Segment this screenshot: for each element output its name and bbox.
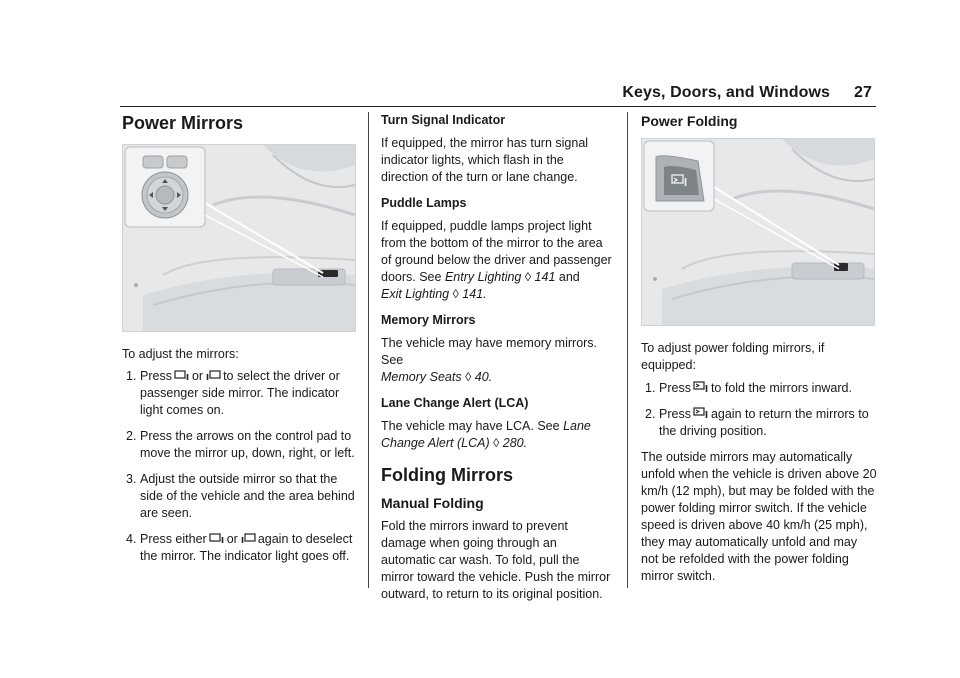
lca-text-body: The vehicle may have LCA. See [381, 419, 560, 433]
step-number: 2. [126, 429, 137, 443]
step-pre: Press [659, 381, 691, 395]
puddle-lamps-heading: Puddle Lamps [381, 196, 467, 210]
power-folding-steps [641, 380, 877, 440]
column-power-folding [641, 112, 877, 585]
fold-mirror-icon [693, 407, 709, 419]
puddle-text: If equipped, puddle lamps project light from the bottom of the mirror to the area of ground below the driver and passenger doors. See [381, 219, 612, 284]
turn-signal-heading: Turn Signal Indicator [381, 113, 506, 127]
lca-heading: Lane Change Alert (LCA) [381, 396, 529, 410]
page-number: 27 [854, 84, 872, 101]
folding-mirrors-title: Folding Mirrors [381, 465, 513, 485]
left-mirror-select-icon [174, 370, 190, 381]
entry-lighting-link[interactable]: Entry Lighting [444, 270, 522, 284]
power-folding-heading: Power Folding [641, 113, 738, 129]
column-power-mirrors [122, 112, 358, 574]
memory-mirrors-text [381, 335, 613, 386]
running-header [622, 84, 872, 102]
ref-arrow-icon: ◊ [465, 370, 472, 384]
step-pre: Press [140, 369, 172, 383]
right-mirror-select-icon [205, 370, 221, 381]
step-text: Adjust the outside mirror so that the side of the vehicle and the area behind are seen. [140, 472, 355, 520]
power-mirrors-title: Power Mirrors [122, 113, 244, 133]
step-text [140, 531, 358, 565]
manual-folding-text: Fold the mirrors inward to prevent damage when going through an automatic car wash. To fold, pull the mirror toward the vehicle. Push the mirror outward, to return to its original position. [381, 519, 611, 601]
column-divider-2 [627, 112, 628, 588]
step-item [645, 380, 877, 397]
step-item [126, 428, 358, 462]
step-number: 1. [645, 381, 656, 395]
step-item [645, 406, 877, 440]
power-folding-paragraph: The outside mirrors may automatically unfold when the vehicle is driven above 20 km/h (12 mph), but may be folded with the power folding mirror switch. If the vehicle speed is driven above 40 km/h (25 mph), they may automatically unfold and may not be refolded with the power folding mirror switch. [641, 450, 877, 583]
step-pre: Press [659, 407, 691, 421]
folding-switch-illustration [641, 138, 875, 326]
left-mirror-select-icon [209, 533, 225, 544]
step-item [126, 531, 358, 565]
step-or: or [191, 369, 204, 383]
memory-text: The vehicle may have memory mirrors. See [381, 336, 598, 367]
lca-page[interactable]: 280. [502, 436, 528, 450]
adjust-intro: To adjust the mirrors: [122, 347, 239, 361]
puddle-and: and [558, 270, 580, 284]
memory-seats-link[interactable]: Memory Seats [381, 370, 462, 384]
step-number: 1. [126, 369, 137, 383]
step-text [140, 368, 358, 419]
turn-signal-text: If equipped, the mirror has turn signal indicator lights, which flash in the direction of the turn or lane change. [381, 136, 589, 184]
right-mirror-select-icon [240, 533, 256, 544]
step-post: to select the driver or passenger side mirror. The indicator light comes on. [140, 369, 340, 417]
step-text [659, 406, 877, 440]
lca-text [381, 418, 613, 452]
adjust-steps [122, 368, 358, 565]
mirror-control-illustration [122, 144, 356, 332]
manual-folding-heading: Manual Folding [381, 495, 484, 511]
ref-arrow-icon: ◊ [452, 287, 459, 301]
column-divider-1 [368, 112, 369, 588]
exit-lighting-page[interactable]: 141. [462, 287, 487, 301]
header-rule [120, 106, 876, 107]
lca-link[interactable]: Lane Change Alert (LCA) [381, 419, 591, 450]
step-text: Press the arrows on the control pad to move the mirror up, down, right, or left. [140, 429, 355, 460]
step-text [659, 380, 877, 397]
puddle-lamps-text [381, 218, 613, 303]
step-item [126, 471, 358, 522]
step-post: to fold the mirrors inward. [710, 381, 852, 395]
memory-seats-page[interactable]: 40. [474, 370, 493, 384]
step-post: again to deselect the mirror. The indicator light goes off. [140, 532, 353, 563]
fold-mirror-icon [693, 381, 709, 393]
power-folding-intro: To adjust power folding mirrors, if equipped: [641, 341, 825, 372]
step-number: 2. [645, 407, 656, 421]
ref-arrow-icon: ◊ [493, 436, 500, 450]
memory-mirrors-heading: Memory Mirrors [381, 313, 476, 327]
exit-lighting-link[interactable]: Exit Lighting [381, 287, 450, 301]
step-number: 3. [126, 472, 137, 486]
step-pre: Press either [140, 532, 207, 546]
step-item [126, 368, 358, 419]
column-mirror-features [381, 112, 613, 603]
ref-arrow-icon: ◊ [524, 270, 532, 284]
step-number: 4. [126, 532, 137, 546]
entry-lighting-page[interactable]: 141 [534, 270, 556, 284]
section-title: Keys, Doors, and Windows [622, 84, 830, 101]
step-or: or [226, 532, 238, 546]
step-post: again to return the mirrors to the driving position. [659, 407, 869, 438]
